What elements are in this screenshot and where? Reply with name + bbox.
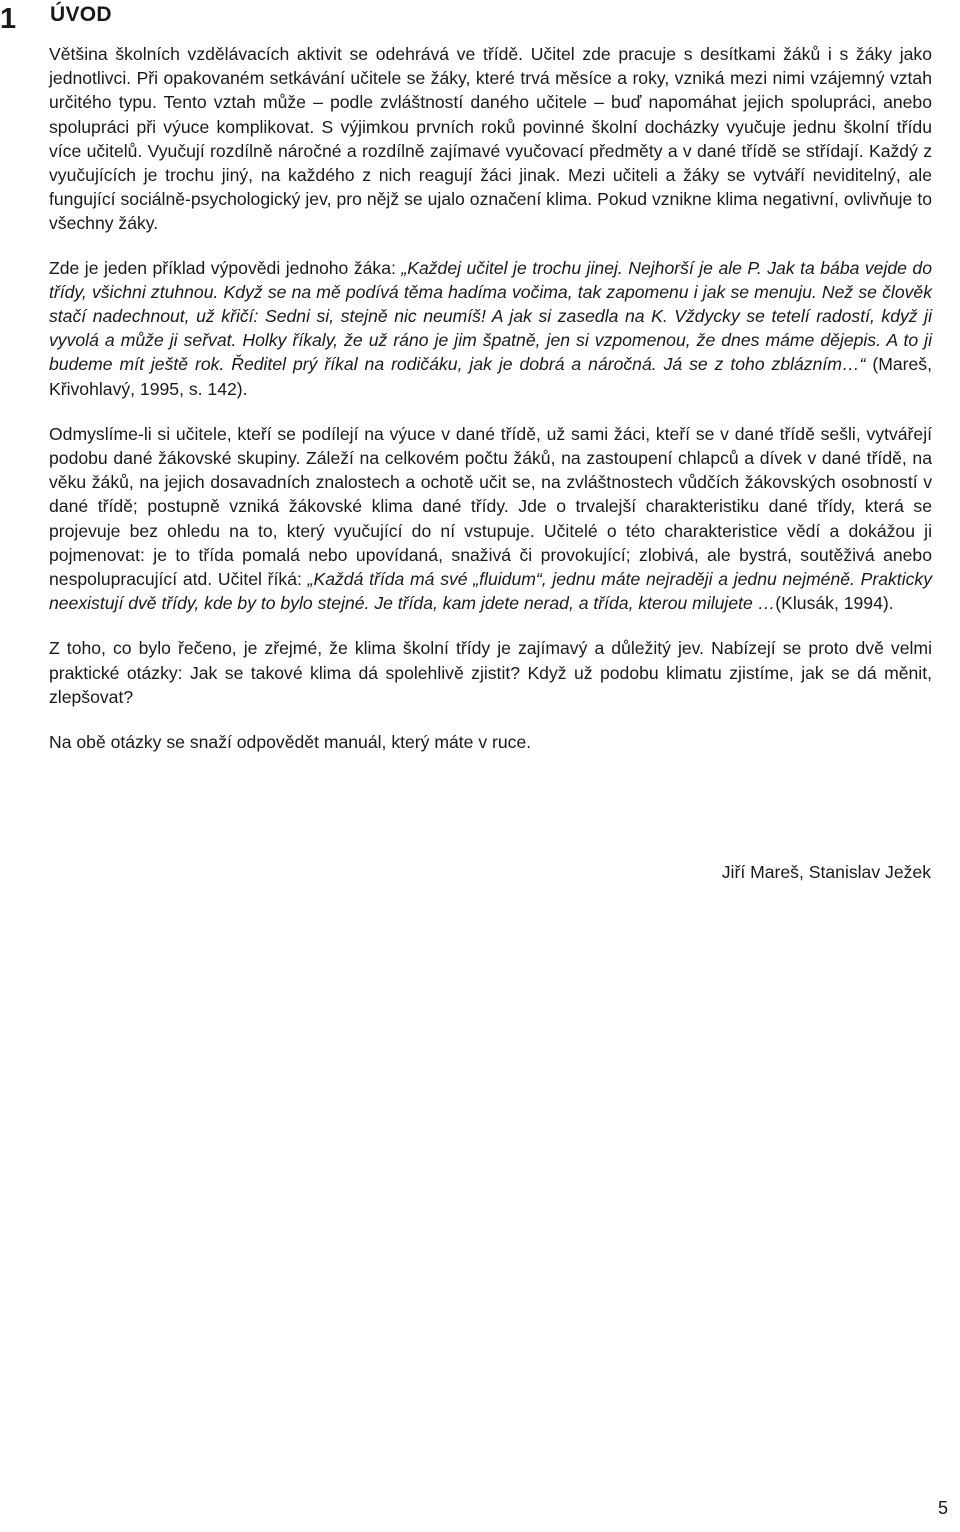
authors-signature: Jiří Mareš, Stanislav Ježek [721, 862, 931, 882]
teacher-quote-citation: (Klusák, 1994). [775, 593, 894, 614]
student-quote-intro: Zde je jeden příklad výpovědi jednoho žáka: [49, 257, 402, 278]
teacher-quote: „Každá třída má své „fluidum“, jednu máte nejraději a jednu nejméně. Prakticky neexistují dvě třídy, kde by to bylo stejné. Je třída, kam jdete nerad, a třída, kterou milujete … [49, 569, 932, 614]
class-climate-text: Odmyslíme-li si učitele, kteří se podílejí na výuce v dané třídě, už sami žáci, kteří se v dané třídě sešli, vytvářejí podobu dané žákovské skupiny. Záleží na celkovém počtu žáků, na zastoupení chlapců a dívek v dané třídě, na věku žáků, na jejich dosavadních znalostech a ochotě učit se, na zvláštnostech vůdčích žákovských osobností v dané třídě; postupně vzniká žákovské klima dané třídy. Jde o trvalejší charakteristiku dané třídy, která se projevuje bez ohledu na to, který vyučující do ní vstupuje. Učitelé o této charakteristice vědí a dokážou ji pojmenovat: je to třída pomalá nebo upovídaná, snaživá či provokující; zlobivá, ale bystrá, soutěživá anebo nespolupracující atd. Učitel říká: [49, 423, 932, 590]
paragraph-student-quote [49, 256, 932, 401]
chapter-number: 1 [0, 3, 17, 35]
paragraph-manual: Na obě otázky se snaží odpovědět manuál, který máte v ruce. [49, 732, 532, 753]
paragraph-class-climate [49, 422, 932, 616]
body-text [49, 42, 932, 754]
paragraph-questions: Z toho, co bylo řečeno, je zřejmé, že klima školní třídy je zajímavý a důležitý jev. Nabízejí se proto dvě velmi praktické otázky: Jak se takové klima dá spolehlivě zjistit? Když už podobu klimatu zjistíme, jak se dá měnit, zlepšovat? [49, 638, 932, 707]
student-quote-citation: (Mareš, Křivohlavý, 1995, s. 142). [49, 354, 932, 399]
chapter-title: ÚVOD [50, 3, 112, 26]
student-quote: „Každej učitel je trochu jinej. Nejhorší je ale P. Jak ta bába vejde do třídy, všichni ztuhnou. Když se na mě podívá těma hadíma vočima, tak zapomenu i jak se menuju. Než se člověk stačí nadechnout, už křičí: Sedni si, stejně nic neumíš! A jak si zasedla na K. Vždycky se tetelí radostí, když ji vyvolá a může ji seřvat. Holky říkaly, že už ráno je jim špatně, jen si vzpomenou, že dnes máme dějepis. A to ji budeme mít ještě rok. Ředitel prý říkal na rodičáku, jak je dobrá a náročná. Já se z toho zblázním…“ [49, 257, 932, 375]
paragraph-intro: Většina školních vzdělávacích aktivit se odehrává ve třídě. Učitel zde pracuje s desítkami žáků i s žáky jako jednotlivci. Při opakovaném setkávání učitele se žáky, které trvá měsíce a roky, vzniká mezi nimi vzájemný vztah určitého typu. Tento vztah může – podle zvláštností daného učitele – buď napomáhat jejich spolupráci, anebo spolupráci při výuce komplikovat. S výjimkou prvních roků povinné školní docházky vyučuje jednu školní třídu více učitelů. Vyučují rozdílně náročné a rozdílně zajímavé vyučovací předměty a v dané třídě se střídají. Každý z vyučujících je trochu jiný, na každého z nich reagují žáci jinak. Mezi učiteli a žáky se vytváří neviditelný, ale fungující sociálně-psychologický jev, pro nějž se ujalo označení klima. Pokud vznikne klima negativní, ovlivňuje to všechny žáky. [49, 44, 932, 234]
page-number: 5 [937, 1498, 948, 1518]
